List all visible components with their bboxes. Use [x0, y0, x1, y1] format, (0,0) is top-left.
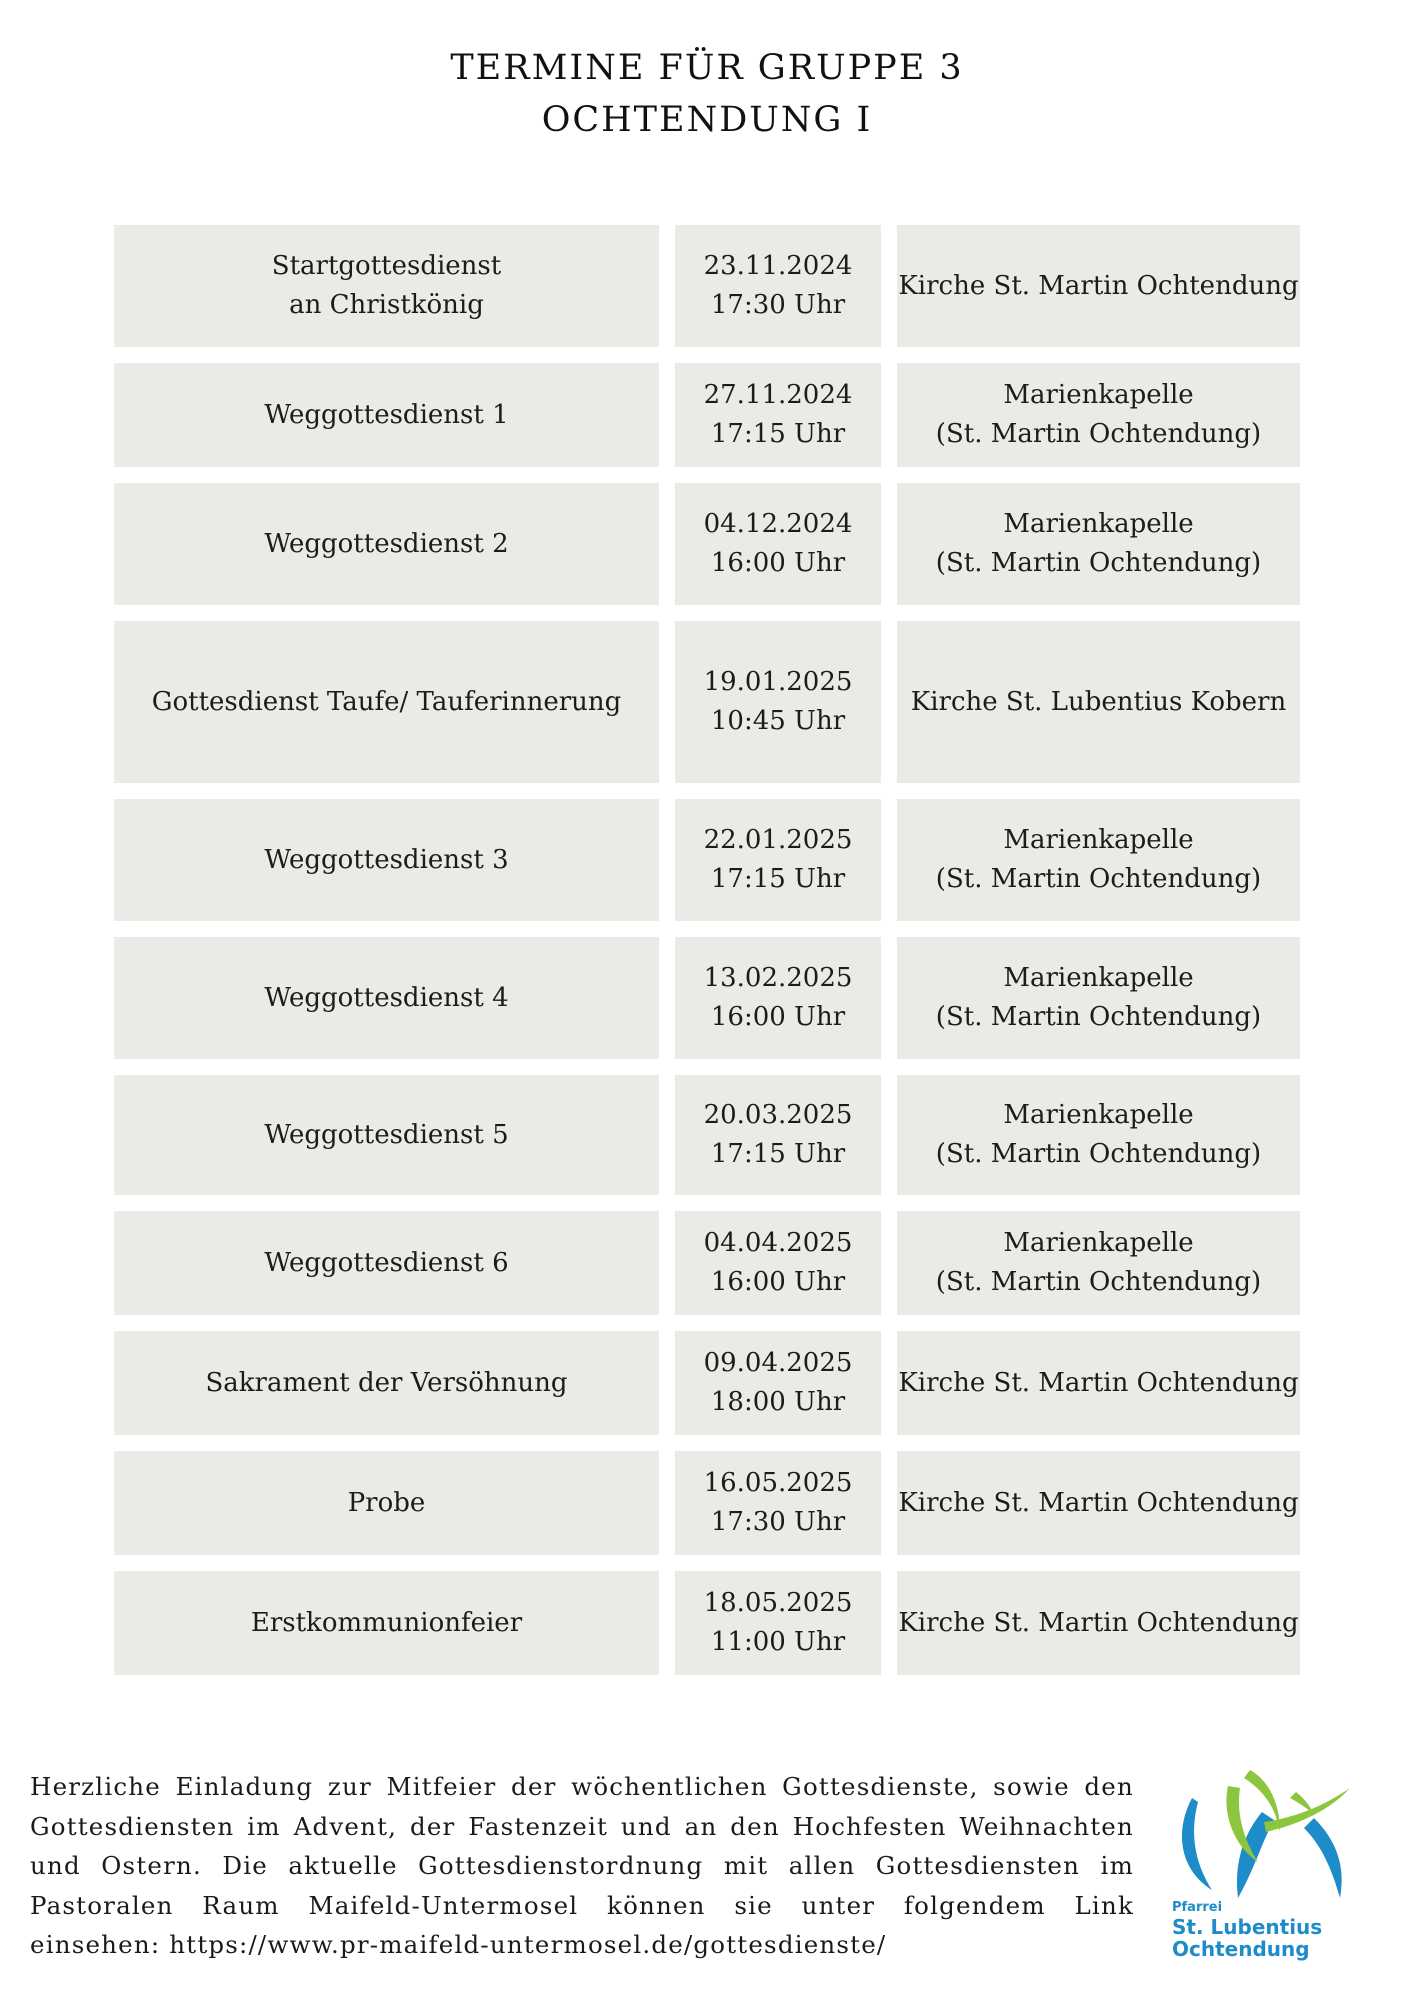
gottesdienste-link[interactable]: https://www.pr-maifeld-untermosel.de/gottesdienste/ [169, 1930, 887, 1959]
event-date: 16.05.2025 [703, 1468, 853, 1498]
place-cell [897, 363, 1300, 467]
event-label: Weggottesdienst 5 [264, 1119, 509, 1150]
table-row [114, 483, 1300, 605]
date-cell [675, 799, 881, 921]
event-location: Kirche St. Lubentius Kobern [910, 686, 1287, 717]
table-row [114, 225, 1300, 347]
cross-swoosh-icon [1164, 1762, 1384, 1902]
event-time: 18:00 Uhr [710, 1387, 846, 1417]
logo-pfarrei: Pfarrei [1172, 1900, 1223, 1915]
event-date: 19.01.2025 [703, 667, 853, 697]
event-label: Probe [347, 1487, 426, 1518]
event-date: 09.04.2025 [703, 1348, 853, 1378]
event-time: 16:00 Uhr [710, 548, 846, 578]
parish-logo [1164, 1762, 1384, 1962]
table-row [114, 1075, 1300, 1195]
date-cell [675, 1331, 881, 1435]
event-location: Kirche St. Martin Ochtendung [898, 1487, 1299, 1518]
event-location: (St. Martin Ochtendung) [935, 419, 1262, 449]
event-label: Weggottesdienst 6 [264, 1247, 509, 1278]
event-location: Kirche St. Martin Ochtendung [898, 270, 1299, 301]
event-label: Sakrament der Versöhnung [205, 1367, 568, 1398]
place-cell [897, 1451, 1300, 1555]
event-cell [114, 483, 659, 605]
event-location: Marienkapelle [1003, 825, 1194, 855]
schedule-table [114, 225, 1300, 1691]
event-date: 04.12.2024 [703, 509, 853, 539]
invitation-text [30, 1767, 1134, 1965]
event-time: 17:30 Uhr [710, 1507, 846, 1537]
table-row [114, 799, 1300, 921]
event-location: (St. Martin Ochtendung) [935, 1267, 1262, 1297]
logo-name-line1: St. Lubentius [1172, 1915, 1323, 1939]
event-time: 17:15 Uhr [710, 864, 846, 894]
event-date: 20.03.2025 [703, 1100, 853, 1130]
table-row [114, 621, 1300, 783]
place-cell [897, 799, 1300, 921]
event-time: 16:00 Uhr [710, 1267, 846, 1297]
event-location: Marienkapelle [1003, 509, 1194, 539]
event-cell [114, 1331, 659, 1435]
place-cell [897, 937, 1300, 1059]
event-location: Kirche St. Martin Ochtendung [898, 1367, 1299, 1398]
event-date: 04.04.2025 [703, 1228, 853, 1258]
title-line-group: TERMINE FÜR GRUPPE 3 [450, 48, 964, 88]
date-cell [675, 363, 881, 467]
event-date: 22.01.2025 [703, 825, 853, 855]
event-label: Erstkommunionfeier [250, 1607, 523, 1638]
event-date: 13.02.2025 [703, 963, 853, 993]
page-title [0, 42, 1414, 146]
event-cell [114, 937, 659, 1059]
event-cell [114, 1451, 659, 1555]
date-cell [675, 1571, 881, 1675]
event-cell [114, 225, 659, 347]
event-location: Marienkapelle [1003, 380, 1194, 410]
event-label: Weggottesdienst 1 [264, 399, 509, 430]
event-location: Marienkapelle [1003, 1228, 1194, 1258]
table-row [114, 1331, 1300, 1435]
date-cell [675, 483, 881, 605]
date-cell [675, 1075, 881, 1195]
date-cell [675, 1211, 881, 1315]
event-date: 23.11.2024 [703, 251, 853, 281]
date-cell [675, 225, 881, 347]
date-cell [675, 1451, 881, 1555]
place-cell [897, 225, 1300, 347]
event-label: an Christkönig [289, 290, 484, 320]
event-cell [114, 799, 659, 921]
table-row [114, 1451, 1300, 1555]
table-row [114, 363, 1300, 467]
event-time: 17:15 Uhr [710, 419, 846, 449]
title-line-location: OCHTENDUNG I [541, 100, 873, 140]
event-time: 17:15 Uhr [710, 1139, 846, 1169]
date-cell [675, 621, 881, 783]
event-location: Kirche St. Martin Ochtendung [898, 1607, 1299, 1638]
place-cell [897, 621, 1300, 783]
event-label: Gottesdienst Taufe/ Tauferinnerung [151, 686, 622, 717]
date-cell [675, 937, 881, 1059]
event-location: (St. Martin Ochtendung) [935, 864, 1262, 894]
event-cell [114, 363, 659, 467]
table-row [114, 1211, 1300, 1315]
event-location: (St. Martin Ochtendung) [935, 1002, 1262, 1032]
event-label: Weggottesdienst 2 [264, 528, 509, 559]
event-location: (St. Martin Ochtendung) [935, 548, 1262, 578]
event-location: Marienkapelle [1003, 1100, 1194, 1130]
table-row [114, 1571, 1300, 1675]
logo-wordmark [1172, 1900, 1322, 1960]
invitation-paragraph: Herzliche Einladung zur Mitfeier der wöchentlichen Gottesdienste, sowie den Gottesdiensten im Advent, der Fastenzeit und an den Hochfesten Weihnachten und Ostern. Die aktuelle Gottesdienstordnung mit allen Gottesdiensten im Pastoralen Raum Maifeld-Untermosel können sie unter folgendem Link einsehen: [30, 1772, 1134, 1959]
place-cell [897, 483, 1300, 605]
event-cell [114, 621, 659, 783]
place-cell [897, 1331, 1300, 1435]
event-date: 27.11.2024 [703, 380, 853, 410]
place-cell [897, 1571, 1300, 1675]
event-label: Weggottesdienst 4 [264, 982, 509, 1013]
event-date: 18.05.2025 [703, 1588, 853, 1618]
place-cell [897, 1075, 1300, 1195]
event-time: 11:00 Uhr [710, 1627, 846, 1657]
event-time: 17:30 Uhr [710, 290, 846, 320]
event-label: Startgottesdienst [271, 251, 502, 281]
event-location: (St. Martin Ochtendung) [935, 1139, 1262, 1169]
table-row [114, 937, 1300, 1059]
event-time: 10:45 Uhr [710, 706, 846, 736]
event-cell [114, 1211, 659, 1315]
event-time: 16:00 Uhr [710, 1002, 846, 1032]
event-cell [114, 1075, 659, 1195]
event-cell [114, 1571, 659, 1675]
place-cell [897, 1211, 1300, 1315]
event-label: Weggottesdienst 3 [264, 844, 509, 875]
event-location: Marienkapelle [1003, 963, 1194, 993]
logo-name-line2: Ochtendung [1172, 1937, 1310, 1961]
